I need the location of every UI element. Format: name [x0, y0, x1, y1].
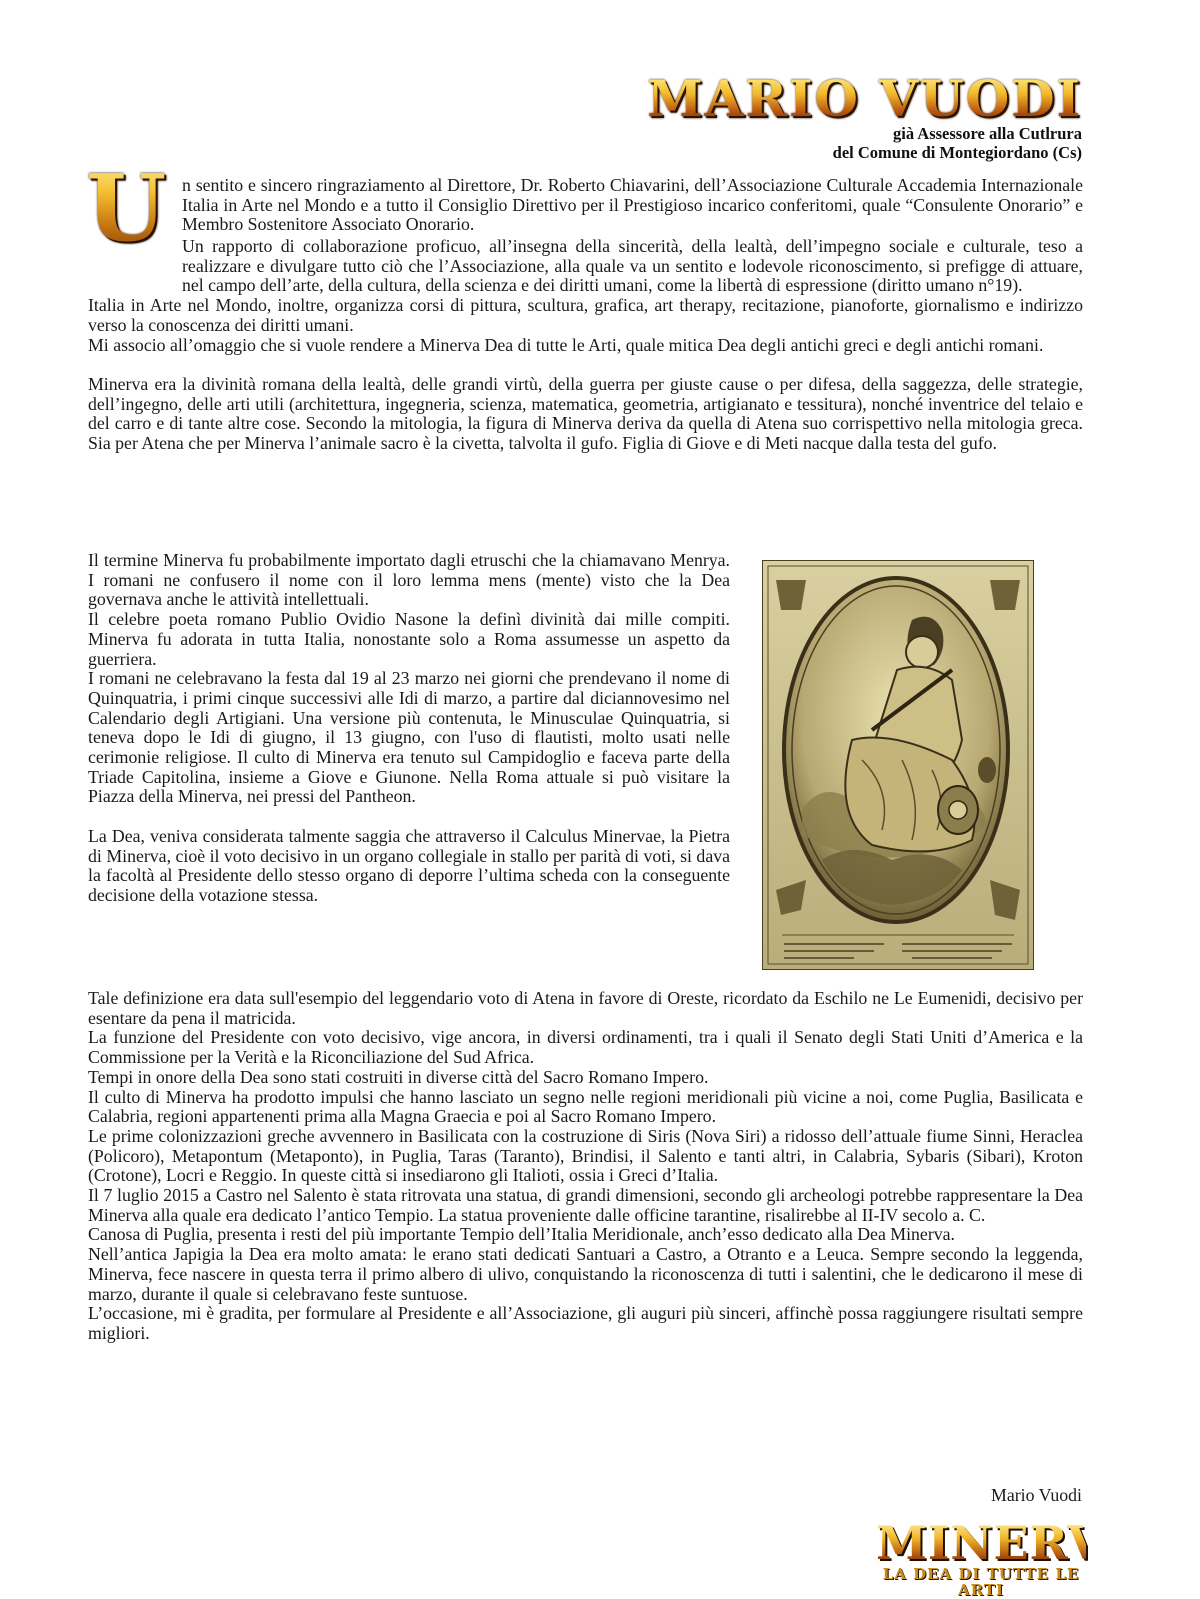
paragraph: La Dea, veniva considerata talmente saggia che attraverso il Calculus Minervae, la Pietra di Minerva, cioè il voto decisivo in un organo collegiale in stallo per parità di voti, si dava la facoltà al Presidente dello stesso organo di deporre l’ultima scheda con la conseguente decisione della votazione stessa.: [88, 825, 730, 905]
logo-title: MINERVA: [876, 1516, 1137, 1570]
paragraph: Tale definizione era data sull'esempio del leggendario voto di Atena in favore di Oreste, ricordato da Eschilo ne Le Eumenidi, decisivo per esentare da pena il matricida.: [88, 988, 1083, 1028]
paragraph: Il celebre poeta romano Publio Ovidio Nasone la definì divinità dai mille compiti. Minerva fu adorata in tutta Italia, nonostante solo a Roma assumesse un aspetto da guerriera.: [88, 609, 730, 669]
paragraph: Minerva era la divinità romana della lealtà, delle grandi virtù, della guerra per giuste cause o per difesa, della saggezza, delle strategie, dell’ingegno, delle arti utili (architettura, ingegneria, scienza, matematica, geometria, artigianato e tessitura), nonché inventrice del telaio e del carro e di tante altre cose. Secondo la mitologia, la figura di Minerva deriva da quella di Atena suo corrispettivo nella mitologia greca. Sia per Atena che per Minerva l’animale sacro è la civetta, talvolta il gufo. Figlia di Giove e di Meti nacque dalla testa del gufo.: [88, 373, 1083, 454]
paragraph: La funzione del Presidente con voto decisivo, vige ancora, in diversi ordinamenti, tra i quali il Senato degli Stati Uniti d’America e la Commissione per la Verità e la Riconciliazione del Sud Africa.: [88, 1027, 1083, 1068]
drop-cap: [86, 154, 176, 262]
drop-cap-letter: U: [86, 154, 167, 262]
logo-subtitle: LA DEA DI TUTTE LE ARTI: [882, 1565, 1080, 1599]
paragraph: Il 7 luglio 2015 a Castro nel Salento è stata ritrovata una statua, di grandi dimensioni, secondo gli archeologi potrebbe rappresentare la Dea Minerva alla quale era dedicato l’antico Tempio. La statua proveniente dalle officine tarantine, risalirebbe al II-IV secolo a. C.: [88, 1185, 1083, 1225]
intro-paragraph: n sentito e sincero ringraziamento al Direttore, Dr. Roberto Chiavarini, dell’Associazione Culturale Accademia Internazionale Italia in Arte nel Mondo e a tutto il Consiglio Direttivo per il Prestigioso incarico conferitomi, quale “Consulente Onorario” e Membro Sostenitore Associato Onorario.: [182, 175, 1083, 235]
paragraph: Le prime colonizzazioni greche avvennero in Basilicata con la costruzione di Siris (Nova Siri) a ridosso dell’attuale fiume Sinni, Heraclea (Policoro), Metapontum (Metaponto), in Puglia, Taras (Taranto), Brindisi, il Salento e tanti altri, in Calabria, Sybaris (Sibari), Kroton (Crotone), Locri e Reggio. In queste città si insediarono gli Italioti, ossia i Greci d’Italia.: [88, 1125, 1083, 1186]
paragraph: Il termine Minerva fu probabilmente importato dagli etruschi che la chiamavano Menrya. I romani ne confusero il nome con il loro lemma mens (mente) visto che la Dea governava anche le attività intellettuali.: [88, 550, 730, 610]
paragraph: Nell’antica Japigia la Dea era molto amata: le erano stati dedicati Santuari a Castro, a Otranto e a Leuca. Sempre secondo la leggenda, Minerva, fece nascere in questa terra il primo albero di ulivo, conquistando la riconoscenza di tutti i salentini, che le dedicarono il mese di marzo, durante il quale si celebravano feste suntuose.: [88, 1244, 1083, 1304]
paragraph: Un rapporto di collaborazione proficuo, all’insegna della sincerità, della lealtà, dell’impegno sociale e culturale, teso a realizzare e divulgare tutto ciò che l’Associazione, alla quale va un sentito e lodevole riconoscimento, si prefigge di attuare, nel campo dell’arte, della cultura, della scienza e dei diritti umani, come la libertà di espressione (diritto umano n°19).: [182, 236, 1083, 296]
author-name-logo: MARIO VUODI: [647, 69, 1082, 128]
body-top: [88, 237, 1083, 454]
paragraph: Mi associo all’omaggio che si vuole rendere a Minerva Dea di tutte le Arti, quale mitica Dea degli antichi greci e degli antichi romani.: [88, 334, 1044, 355]
paragraph: Il culto di Minerva ha prodotto impulsi che hanno lasciato un segno nelle regioni meridionali più vicine a noi, come Puglia, Basilicata e Calabria, regioni appartenenti prima alla Magna Graecia e poi al Sacro Romano Impero.: [88, 1086, 1083, 1127]
minerva-engraving-image: [762, 560, 1034, 970]
paragraph: L’occasione, mi è gradita, per formulare al Presidente e all’Associazione, gli auguri più sinceri, affinchè possa raggiungere risultati sempre migliori.: [88, 1303, 1083, 1343]
minerva-logo: [876, 1516, 1137, 1599]
paragraph: Tempi in onore della Dea sono stati costruiti in diverse città del Sacro Romano Impero.: [88, 1066, 709, 1087]
body-bottom: [88, 989, 1083, 1344]
signature: Mario Vuodi: [991, 1485, 1082, 1505]
paragraph: Italia in Arte nel Mondo, inoltre, organizza corsi di pittura, scultura, grafica, art therapy, recitazione, pianoforte, giornalismo e indirizzo verso la conoscenza dei diritti umani.: [88, 295, 1083, 335]
author-role-line2: del Comune di Montegiordano (Cs): [832, 143, 1082, 162]
body-column: [88, 551, 730, 906]
paragraph: I romani ne celebravano la festa dal 19 al 23 marzo nei giorni che prendevano il nome di Quinquatria, i primi cinque successivi alle Idi di marzo, a partire dal diciannovesimo nel Calendario degli Artigiani. Una versione più contenuta, le Minusculae Quinquatria, si teneva dopo le Idi di giugno, il 13 giugno, con l'uso di flautisti, molto usati nelle cerimonie religiose. Il culto di Minerva era tenuto sul Campidoglio e faceva parte della Triade Capitolina, insieme a Giove e Giunone. Nella Roma attuale si può visitare la Piazza della Minerva, nei pressi del Pantheon.: [88, 668, 730, 807]
author-role-line1: già Assessore alla Cutlrura: [893, 124, 1082, 143]
paragraph: Canosa di Puglia, presenta i resti del più importante Tempio dell’Italia Meridionale, anch’esso dedicato alla Dea Minerva.: [88, 1224, 955, 1245]
header: [647, 69, 1082, 162]
